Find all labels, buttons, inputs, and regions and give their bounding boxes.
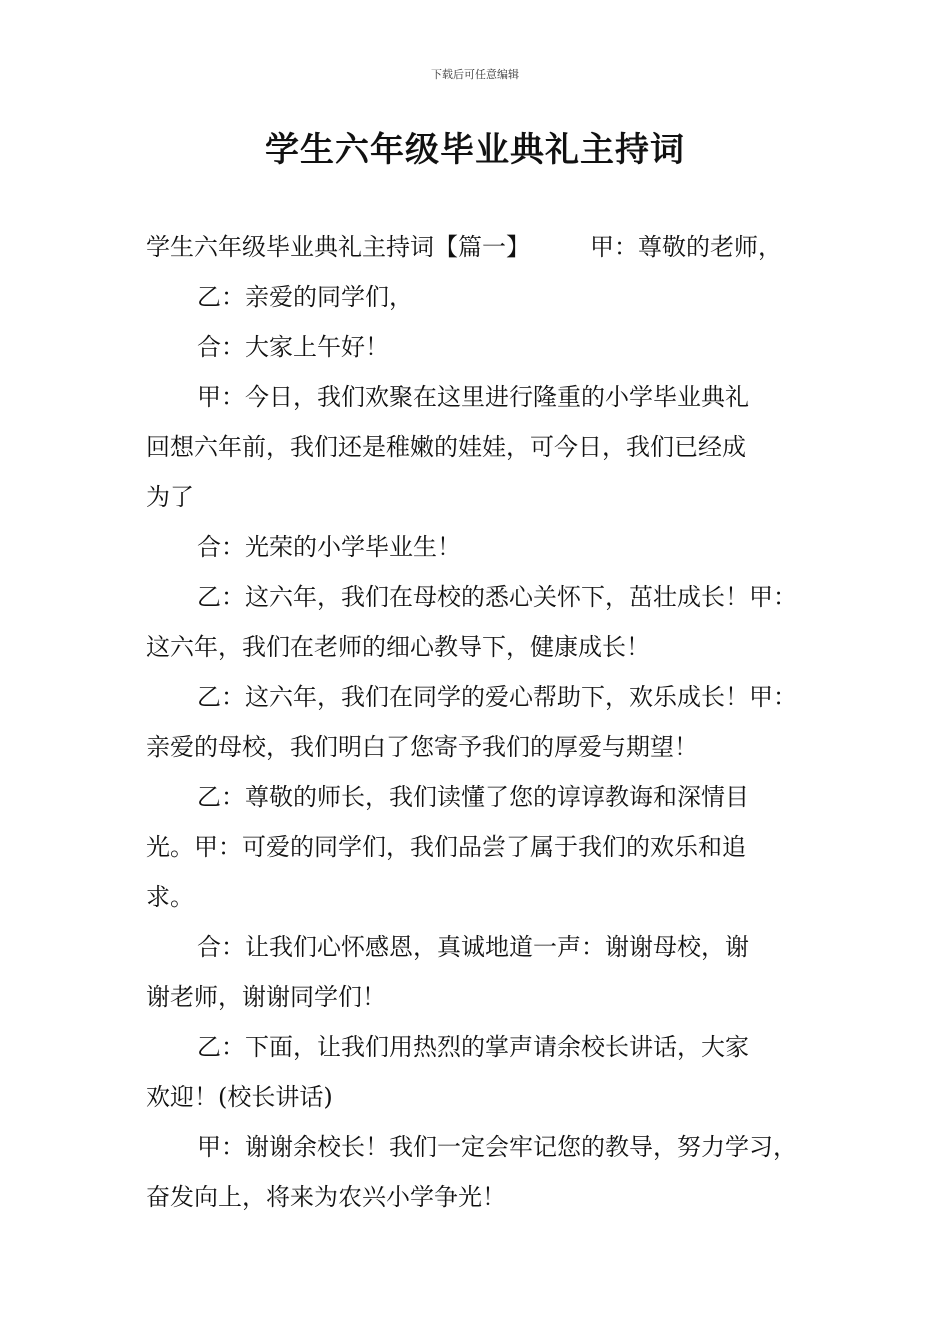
paragraph-line: 这六年，我们在老师的细心教导下，健康成长！ (146, 633, 650, 661)
paragraph-line: 合：大家上午好！ (197, 333, 389, 361)
paragraph-line: 光。甲：可爱的同学们，我们品尝了属于我们的欢乐和追 (146, 833, 746, 861)
paragraph (146, 222, 826, 272)
paragraph-line: 乙：下面，让我们用热烈的掌声请余校长讲话，大家 (197, 1033, 749, 1061)
document-body (146, 222, 826, 1222)
paragraph-line: 奋发向上，将来为农兴小学争光！ (146, 1183, 506, 1211)
paragraph-line: 乙：这六年，我们在母校的悉心关怀下，茁壮成长！甲： (197, 583, 797, 611)
paragraph (146, 322, 826, 372)
paragraph (146, 772, 826, 922)
paragraph-line: 谢老师，谢谢同学们！ (146, 983, 386, 1011)
paragraph (146, 1022, 826, 1122)
paragraph-line: 甲：今日，我们欢聚在这里进行隆重的小学毕业典礼 (197, 383, 749, 411)
paragraph-line: 乙：这六年，我们在同学的爱心帮助下，欢乐成长！甲： (197, 683, 797, 711)
paragraph (146, 922, 826, 1022)
header-note: 下载后可任意编辑 (431, 68, 519, 81)
paragraph (146, 272, 826, 322)
paragraph-line: 为了 (146, 483, 194, 511)
paragraph (146, 522, 826, 572)
paragraph (146, 1122, 826, 1222)
paragraph-line: 欢迎！(校长讲话) (146, 1083, 333, 1111)
paragraph-line: 学生六年级毕业典礼主持词【篇一】 甲：尊敬的老师， (146, 233, 782, 261)
paragraph-line: 亲爱的母校，我们明白了您寄予我们的厚爱与期望！ (146, 733, 698, 761)
paragraph (146, 672, 826, 772)
paragraph-line: 乙：尊敬的师长，我们读懂了您的谆谆教诲和深情目 (197, 783, 749, 811)
paragraph-line: 合：让我们心怀感恩，真诚地道一声：谢谢母校，谢 (197, 933, 749, 961)
paragraph-line: 甲：谢谢余校长！我们一定会牢记您的教导，努力学习， (197, 1133, 797, 1161)
paragraph-line: 回想六年前，我们还是稚嫩的娃娃，可今日，我们已经成 (146, 433, 746, 461)
document-title: 学生六年级毕业典礼主持词 (265, 130, 685, 170)
paragraph (146, 372, 826, 522)
paragraph-line: 合：光荣的小学毕业生！ (197, 533, 461, 561)
paragraph (146, 572, 826, 672)
paragraph-line: 乙：亲爱的同学们， (197, 283, 413, 311)
paragraph-line: 求。 (146, 883, 194, 911)
